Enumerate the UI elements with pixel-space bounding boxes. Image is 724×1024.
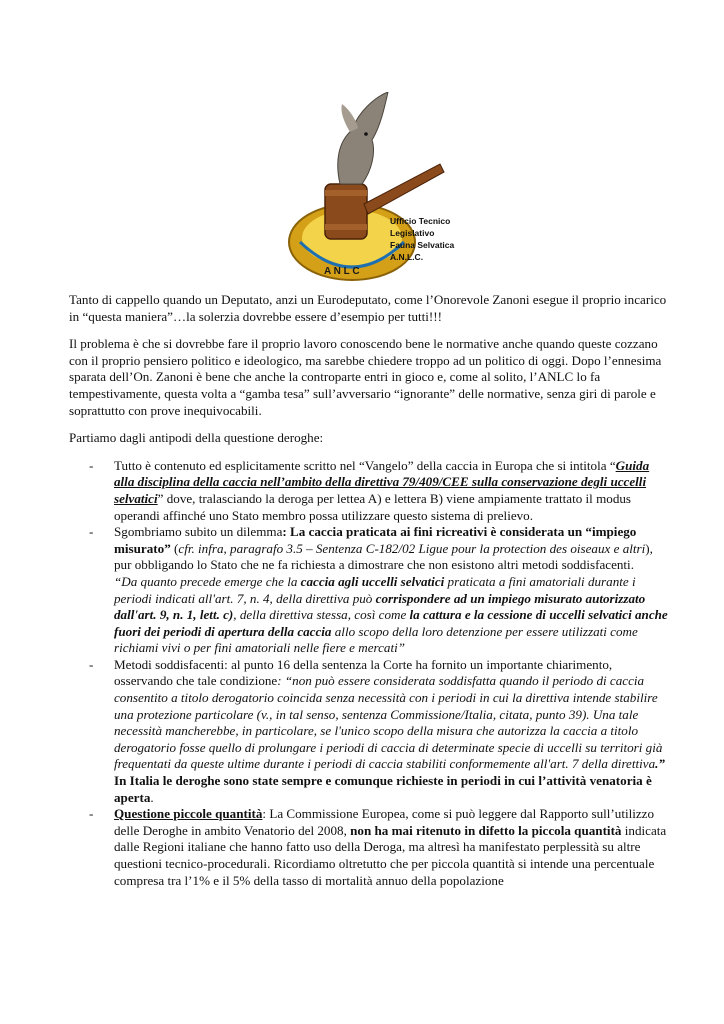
list-item: - Tutto è contenuto ed esplicitamente scritto nel “Vangelo” della caccia in Europa che si intitola “Guida alla disciplina della caccia nell’ambito della direttiva 79/409/CEE sulla conservazione degli uccelli selvatici” dove, tralasciando la deroga per lettea A) e lettera B) viene ampiamente trattato il modus operandi affinché uno Stato membro possa utilizzare questo sistema di prelievo.: [89, 457, 650, 523]
problem-paragraph: Il problema è che si dovrebbe fare il proprio lavoro conoscendo bene le normative anche quando queste cozzano con il proprio pensiero politico e ideologico, ma sarebbe chiedere troppo ad un politico di oggi. Dopo l’ennesima sparata dell’On. Zanoni è bene che anche la controparte entri in gioco e, come al solito, l’ANLC lo fa tempestivamente, questa volta a “gamba tesa” sull’avversario “ignorante” delle normative, senza giri di parole e soprattutto con prove inequivocabili.: [69, 336, 662, 418]
list-item: - Questione piccole quantità: La Commissione Europea, come si può leggere dal Rapporto sull’utilizzo delle Deroghe in ambito Venatorio del 2008, non ha mai ritenuto in difetto la piccola quantità indicata dalle Regioni italiane che hanno fatto uso della Deroga, ma altresì ha manifestato perplessità su altre questioni tecnico-procedurali. Ricordiamo oltretutto che per piccola quantità si intende una percentuale compresa tra l’1% e il 5% della tasso di mortalità annuo della popolazione: [89, 806, 667, 888]
guide-title: Guida alla disciplina della caccia nell’ambito della direttiva 79/409/CEE sulla conservazione degli uccelli selvatici: [114, 457, 650, 506]
court-quote: : “non può essere considerata soddisfatta quando il periodo di caccia consentito a titolo derogatorio coincida senza necessità con i periodi in cui la direttiva intende stabilire una protezione particolare (v., in tal senso, sentenza Commissione/Italia, citata, punto 39). Una tale necessità mancherebbe, in particolare, se l'unico scopo della misura che autorizza la caccia a titolo derogatorio fosse quello di prolungare i periodi di caccia di determinate specie di uccelli su territori già frequentati da queste ultime durante i periodi di caccia stabiliti conformemente all'art. 7 della direttiva: [114, 673, 663, 772]
argument-list: [69, 458, 669, 889]
section-heading: Questione piccole quantità: [114, 806, 263, 822]
document-body: [69, 292, 669, 889]
case-citation: cfr. infra, paragrafo 3.5 – Sentenza C-182/02 Ligue pour la protection des oiseaux e altri: [178, 540, 646, 556]
anlc-logo: [280, 92, 455, 292]
logo-line-4: A.N.L.C.: [390, 252, 424, 262]
list-item: - Metodi soddisfacenti: al punto 16 della sentenza la Corte ha fornito un importante chiarimento, osservando che tale condizione: “non può essere considerata soddisfatta quando il periodo di caccia consentito a titolo derogatorio coincida senza necessità con i periodi in cui la direttiva intende stabilire una protezione particolare (v., in tal senso, sentenza Commissione/Italia, citata, punto 39). Una tale necessità mancherebbe, in particolare, se l'unico scopo della misura che autorizza la caccia a titolo derogatorio fosse quello di prolungare i periodi di caccia di determinate specie di uccelli su territori già frequentati da queste ultime durante i periodi di caccia stabiliti conformemente all'art. 7 della direttiva.” In Italia le deroghe sono state sempre e comunque richieste in periodi in cui l’attività venatoria è aperta.: [89, 656, 665, 805]
intro-paragraph: Tanto di cappello quando un Deputato, anzi un Eurodeputato, come l’Onorevole Zanoni esegue il proprio incarico in “questa maniera”…la solerzia dovrebbe essere d’esempio per tutti!!!: [69, 292, 667, 324]
lead-paragraph: Partiamo dagli antipodi della questione deroghe:: [69, 430, 324, 446]
svg-text:A N L C: A N L C: [324, 266, 360, 277]
list-item: - Sgombriamo subito un dilemma: La caccia praticata ai fini ricreativi è considerata un “impiego misurato” (cfr. infra, paragrafo 3.5 – Sentenza C-182/02 Ligue pour la protection des oiseaux e altri), pur obbligando lo Stato che ne fa richiesta a dimostrare che non esistono altri metodi soddisfacenti. “Da quanto precede emerge che la caccia agli uccelli selvatici praticata a fini amatoriali durante i periodi indicati all'art. 7, n. 4, della direttiva può corrispondere ad un impiego misurato autorizzato dall'art. 9, n. 1, lett. c), della direttiva stessa, così come la cattura e la cessione di uccelli selvatici anche fuori dei periodi di apertura della caccia allo scopo della loro detenzione per essere utilizzati come richiami vivi o per fini amatoriali nelle fiere e mercati”: [89, 524, 668, 656]
quote-block: “Da quanto precede emerge che la caccia agli uccelli selvatici praticata a fini amatoriali durante i periodi indicati all'art. 7, n. 4, della direttiva può corrispondere ad un impiego misurato autorizzato dall'art. 9, n. 1, lett. c), della direttiva stessa, così come la cattura e la cessione di uccelli selvatici anche fuori dei periodi di apertura della caccia allo scopo della loro detenzione per essere utilizzati come richiami vivi o per fini amatoriali nelle fiere e mercati”: [114, 573, 668, 656]
logo-line-1: Ufficio Tecnico: [390, 216, 451, 226]
logo-line-2: Legislativo: [390, 228, 435, 238]
logo-line-3: Fauna Selvatica: [390, 240, 455, 250]
